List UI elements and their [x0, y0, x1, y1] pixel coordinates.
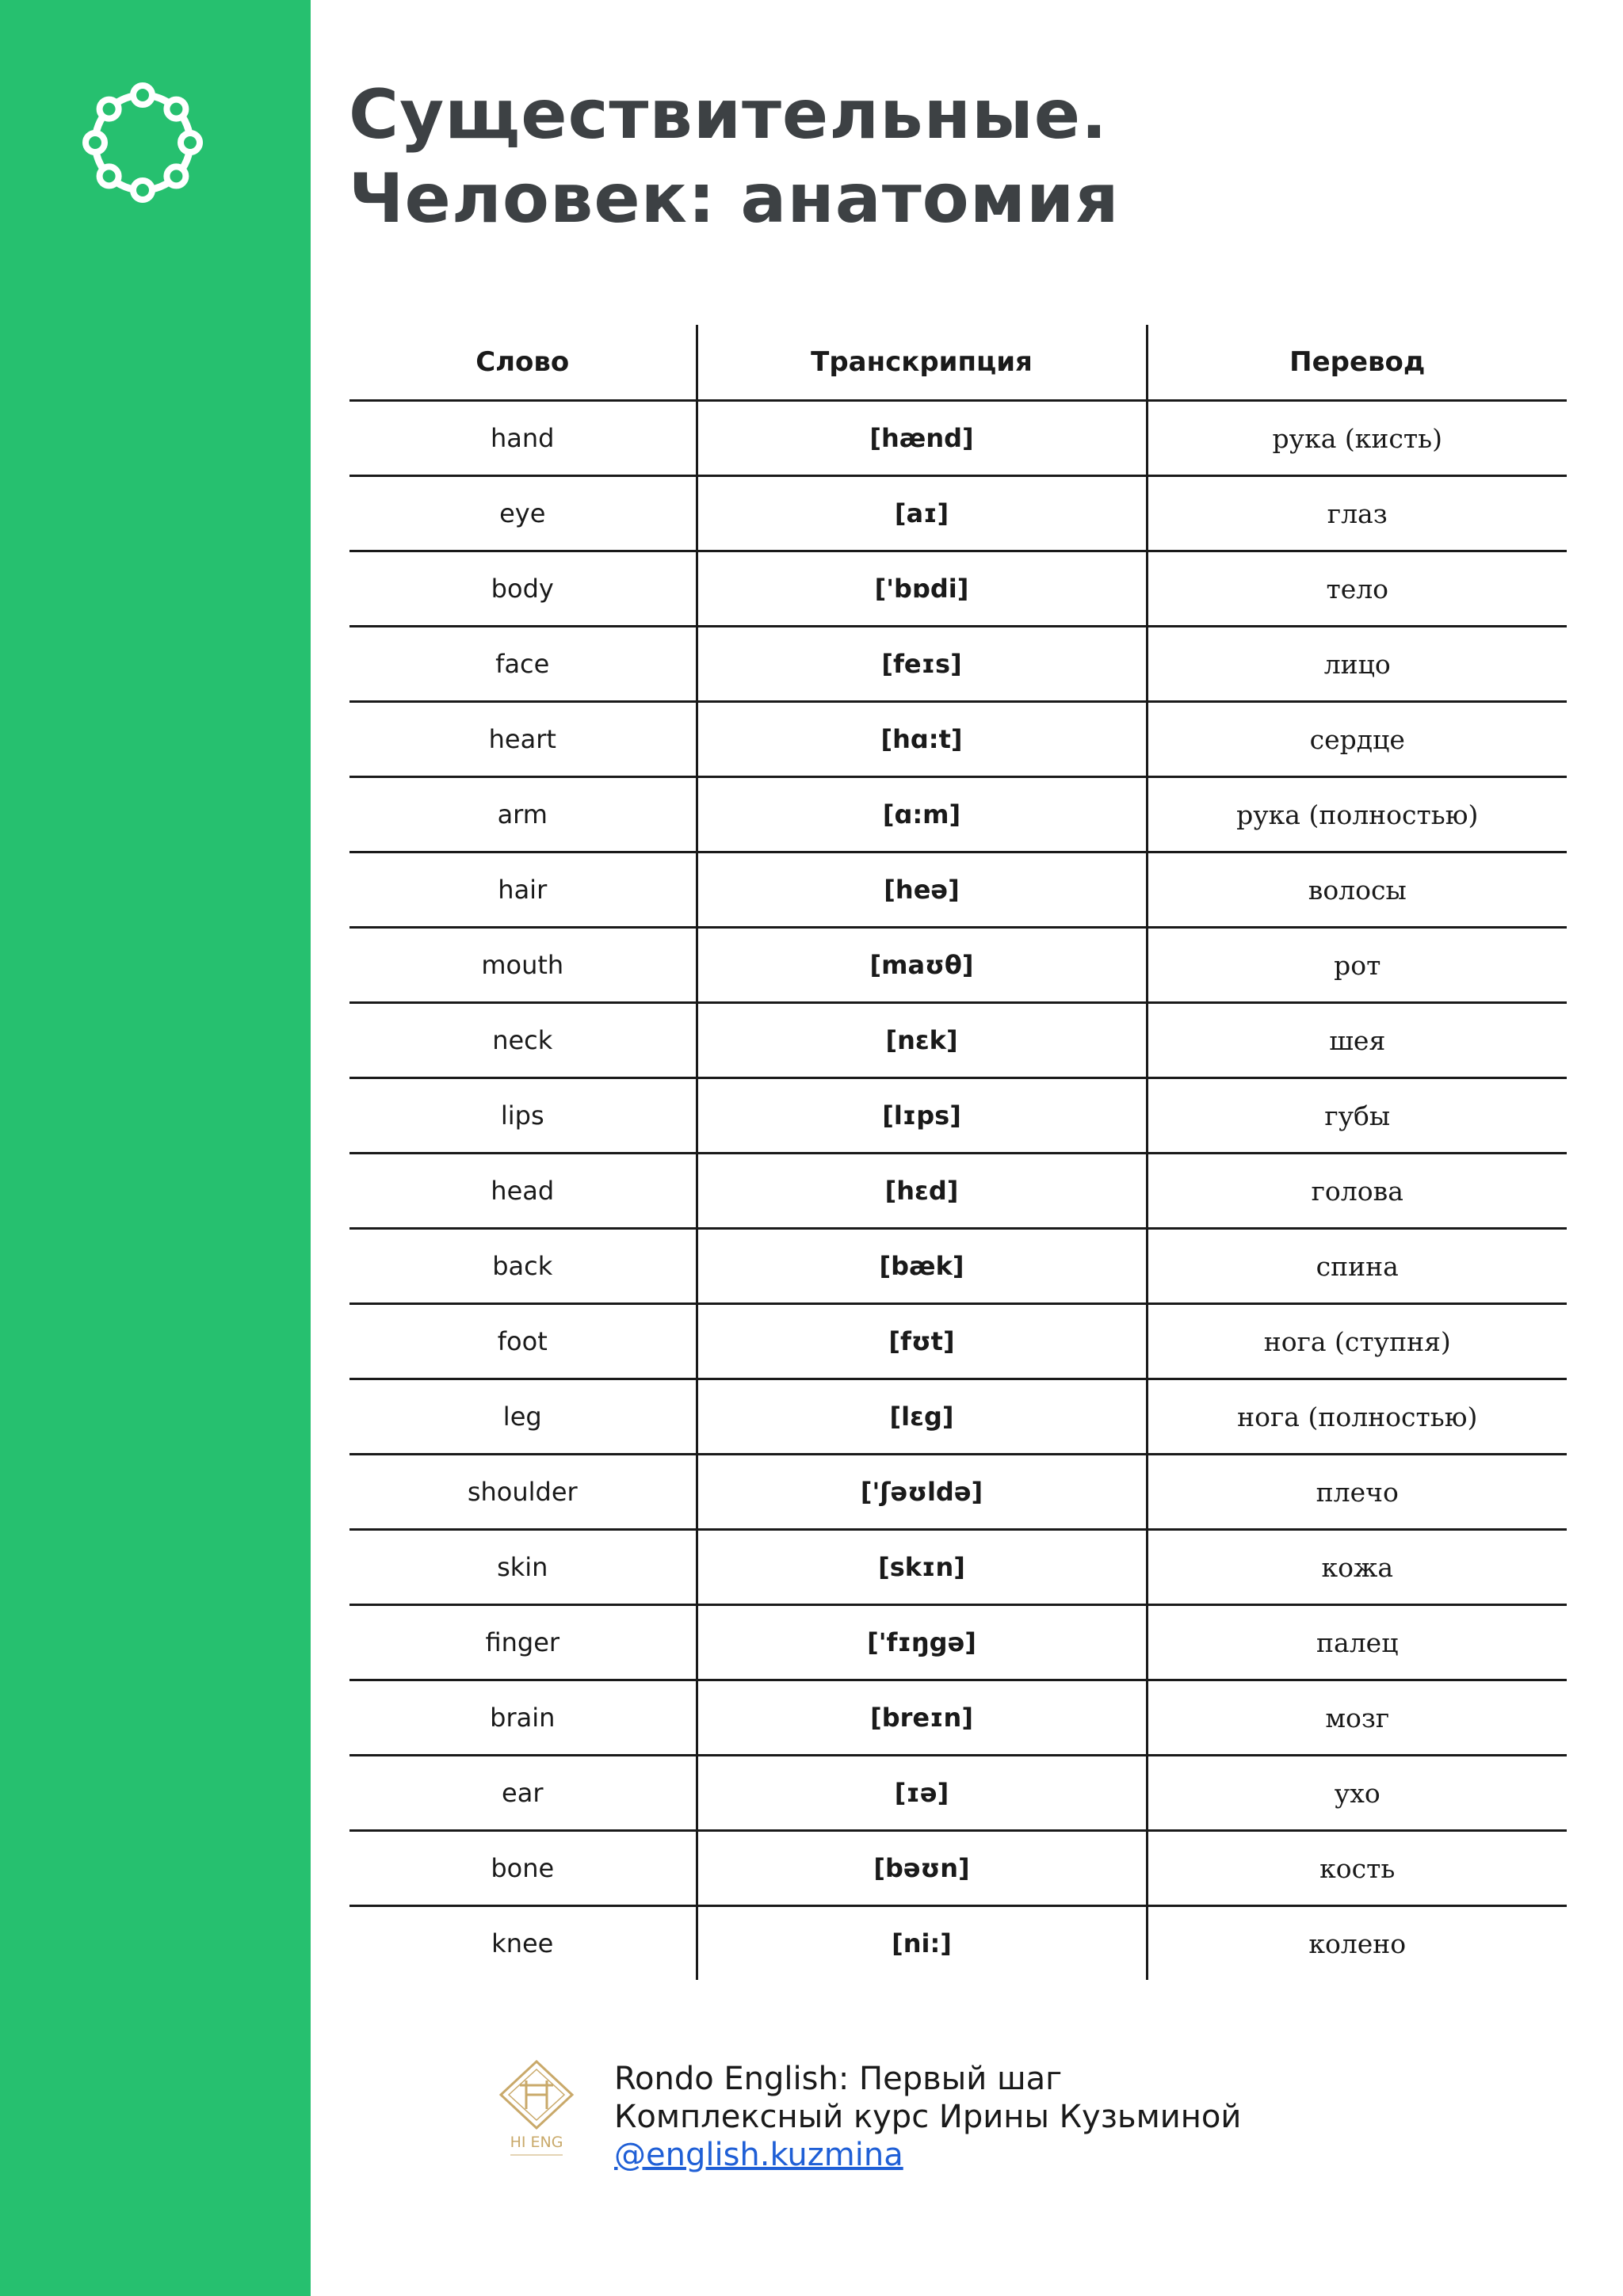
translation-cell: кожа — [1147, 1530, 1567, 1605]
translation-cell: губы — [1147, 1078, 1567, 1154]
word-cell: leg — [349, 1379, 697, 1455]
transcription-cell: [ɪə] — [697, 1756, 1147, 1831]
translation-cell: рука (кисть) — [1147, 401, 1567, 476]
page-title — [349, 73, 1585, 241]
title-line-2: Человек: анатомия — [349, 159, 1120, 238]
translation-cell: глаз — [1147, 476, 1567, 551]
translation-cell: шея — [1147, 1003, 1567, 1078]
table-header-row — [349, 325, 1567, 401]
word-cell: neck — [349, 1003, 697, 1078]
word-cell: back — [349, 1229, 697, 1304]
translation-cell: нога (ступня) — [1147, 1304, 1567, 1379]
transcription-cell: [feɪs] — [697, 627, 1147, 702]
transcription-cell: [ni:] — [697, 1906, 1147, 1981]
word-cell: hand — [349, 401, 697, 476]
table-row — [349, 1530, 1567, 1605]
instagram-handle-link[interactable]: @english.kuzmina — [614, 2137, 903, 2173]
transcription-cell: [maʊθ] — [697, 928, 1147, 1003]
table-row — [349, 1605, 1567, 1680]
footer-logo-text: HI ENG — [510, 2134, 563, 2151]
transcription-cell: [lɛg] — [697, 1379, 1147, 1455]
green-sidebar — [0, 0, 311, 2296]
table-row — [349, 852, 1567, 928]
table-row — [349, 1003, 1567, 1078]
word-cell: body — [349, 551, 697, 627]
word-cell: eye — [349, 476, 697, 551]
table-row — [349, 551, 1567, 627]
table-row — [349, 1078, 1567, 1154]
word-cell: head — [349, 1154, 697, 1229]
word-cell: brain — [349, 1680, 697, 1756]
word-cell: heart — [349, 702, 697, 777]
transcription-cell: [lɪps] — [697, 1078, 1147, 1154]
translation-cell: волосы — [1147, 852, 1567, 928]
translation-cell: голова — [1147, 1154, 1567, 1229]
column-header-transcription: Транскрипция — [697, 325, 1147, 401]
hi-eng-logo — [493, 2058, 580, 2161]
table-row — [349, 1831, 1567, 1906]
translation-cell: тело — [1147, 551, 1567, 627]
word-cell: arm — [349, 777, 697, 852]
transcription-cell: ['ʃəʊldə] — [697, 1455, 1147, 1530]
translation-cell: нога (полностью) — [1147, 1379, 1567, 1455]
table-row — [349, 928, 1567, 1003]
word-cell: foot — [349, 1304, 697, 1379]
table-row — [349, 1756, 1567, 1831]
transcription-cell: [hɛd] — [697, 1154, 1147, 1229]
transcription-cell: [nɛk] — [697, 1003, 1147, 1078]
table-row — [349, 1379, 1567, 1455]
ring-nodes-icon — [79, 79, 206, 206]
title-line-1: Существительные. — [349, 75, 1108, 154]
translation-cell: плечо — [1147, 1455, 1567, 1530]
footer-course-author: Комплексный курс Ирины Кузьминой — [614, 2099, 1242, 2135]
translation-cell: рука (полностью) — [1147, 777, 1567, 852]
transcription-cell: [aɪ] — [697, 476, 1147, 551]
column-header-translation: Перевод — [1147, 325, 1567, 401]
transcription-cell: [bəʊn] — [697, 1831, 1147, 1906]
word-cell: face — [349, 627, 697, 702]
footer-course-name: Rondo English: Первый шаг — [614, 2061, 1063, 2097]
word-cell: bone — [349, 1831, 697, 1906]
translation-cell: лицо — [1147, 627, 1567, 702]
table-row — [349, 1229, 1567, 1304]
transcription-cell: [heə] — [697, 852, 1147, 928]
table-row — [349, 1680, 1567, 1756]
transcription-cell: [bæk] — [697, 1229, 1147, 1304]
table-row — [349, 1154, 1567, 1229]
translation-cell: колено — [1147, 1906, 1567, 1981]
table-row — [349, 401, 1567, 476]
transcription-cell: [hænd] — [697, 401, 1147, 476]
word-cell: finger — [349, 1605, 697, 1680]
table-row — [349, 476, 1567, 551]
word-cell: lips — [349, 1078, 697, 1154]
transcription-cell: [skɪn] — [697, 1530, 1147, 1605]
word-cell: knee — [491, 1928, 554, 1958]
transcription-cell: ['bɒdi] — [697, 551, 1147, 627]
table-row — [349, 627, 1567, 702]
translation-cell: рот — [1147, 928, 1567, 1003]
translation-cell: кость — [1147, 1831, 1567, 1906]
table-row — [349, 777, 1567, 852]
translation-cell: сердце — [1147, 702, 1567, 777]
translation-cell: палец — [1147, 1605, 1567, 1680]
word-cell: hair — [349, 852, 697, 928]
word-cell: shoulder — [349, 1455, 697, 1530]
transcription-cell: [fʊt] — [697, 1304, 1147, 1379]
word-cell: mouth — [349, 928, 697, 1003]
transcription-cell: [ɑ:m] — [697, 777, 1147, 852]
transcription-cell: [hɑ:t] — [697, 702, 1147, 777]
column-header-word: Слово — [349, 325, 697, 401]
translation-cell: мозг — [1147, 1680, 1567, 1756]
table-row — [349, 702, 1567, 777]
footer — [614, 2060, 1241, 2174]
table-row — [349, 1906, 1567, 1981]
translation-cell: спина — [1147, 1229, 1567, 1304]
translation-cell: ухо — [1147, 1756, 1567, 1831]
word-cell: skin — [349, 1530, 697, 1605]
word-cell: ear — [349, 1756, 697, 1831]
table-row — [349, 1455, 1567, 1530]
vocabulary-table — [349, 325, 1567, 1980]
transcription-cell: ['fɪŋgə] — [697, 1605, 1147, 1680]
table-row — [349, 1304, 1567, 1379]
transcription-cell: [breɪn] — [697, 1680, 1147, 1756]
